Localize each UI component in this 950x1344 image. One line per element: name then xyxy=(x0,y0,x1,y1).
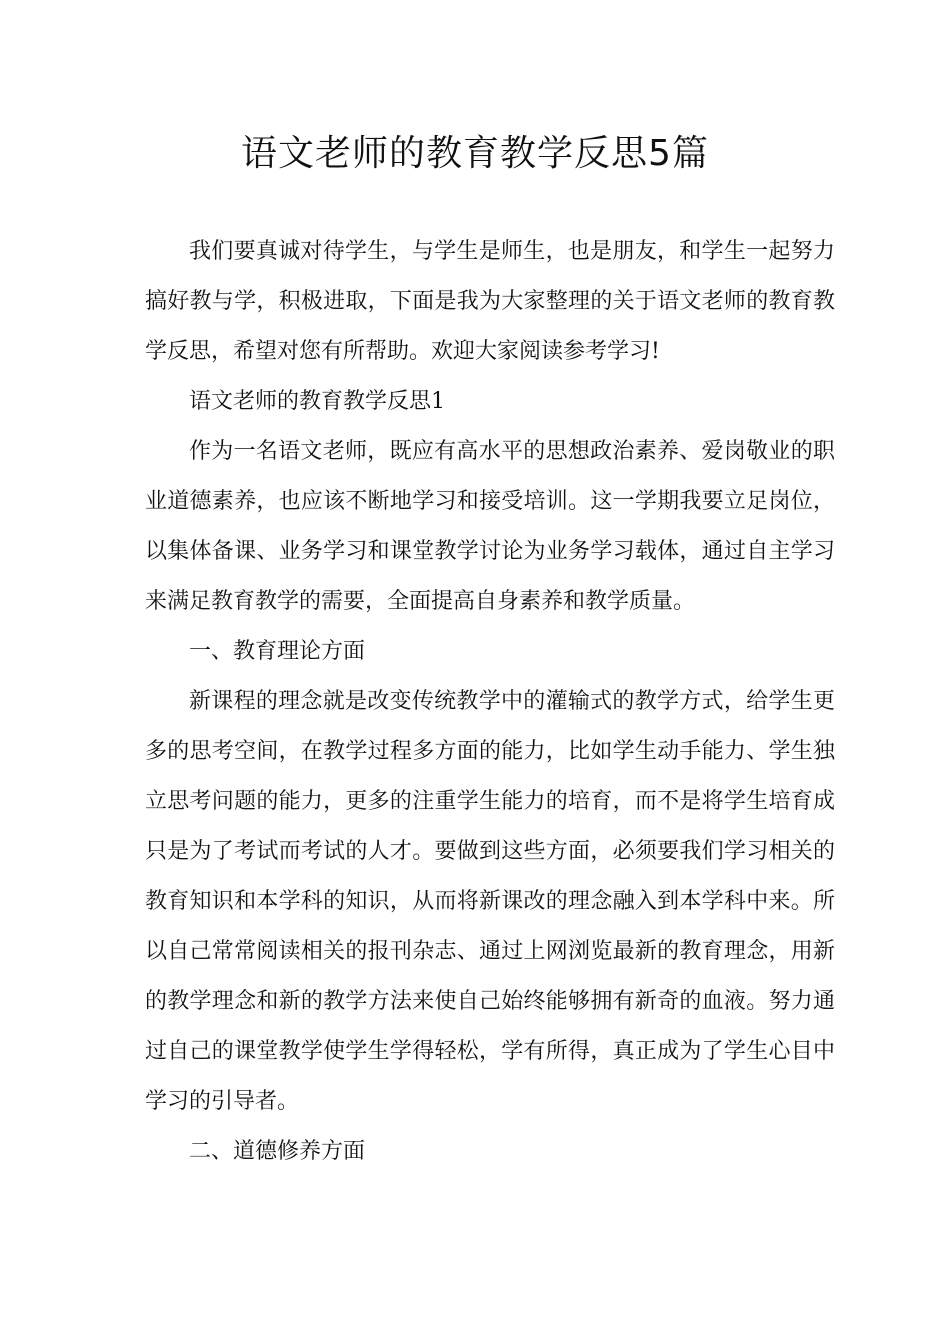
document-body xyxy=(145,227,835,1177)
body-paragraph: 作为一名语文老师，既应有高水平的思想政治素养、爱岗敬业的职业道德素养，也应该不断地学习和接受培训。这一学期我要立足岗位，以集体备课、业务学习和课堂教学讨论为业务学习载体，通过自主学习来满足教育教学的需要，全面提高自身素养和教学质量。 xyxy=(145,439,835,614)
section-heading-reflection-1: 语文老师的教育教学反思1 xyxy=(189,389,445,414)
section-heading-theory: 一、教育理论方面 xyxy=(189,639,366,664)
section-heading-morality: 二、道德修养方面 xyxy=(189,1139,366,1164)
intro-paragraph: 我们要真诚对待学生，与学生是师生，也是朋友，和学生一起努力搞好教与学，积极进取，下面是我为大家整理的关于语文老师的教育教学反思，希望对您有所帮助。欢迎大家阅读参考学习! xyxy=(145,239,835,364)
body-paragraph: 新课程的理念就是改变传统教学中的灌输式的教学方式，给学生更多的思考空间，在教学过程多方面的能力，比如学生动手能力、学生独立思考问题的能力，更多的注重学生能力的培育，而不是将学生培育成只是为了考试而考试的人才。要做到这些方面，必须要我们学习相关的教育知识和本学科的知识，从而将新课改的理念融入到本学科中来。所以自己常常阅读相关的报刊杂志、通过上网浏览最新的教育理念，用新的教学理念和新的教学方法来使自己始终能够拥有新奇的血液。努力通过自己的课堂教学使学生学得轻松，学有所得，真正成为了学生心目中学习的引导者。 xyxy=(145,689,835,1114)
document-title: 语文老师的教育教学反思5篇 xyxy=(241,133,709,174)
